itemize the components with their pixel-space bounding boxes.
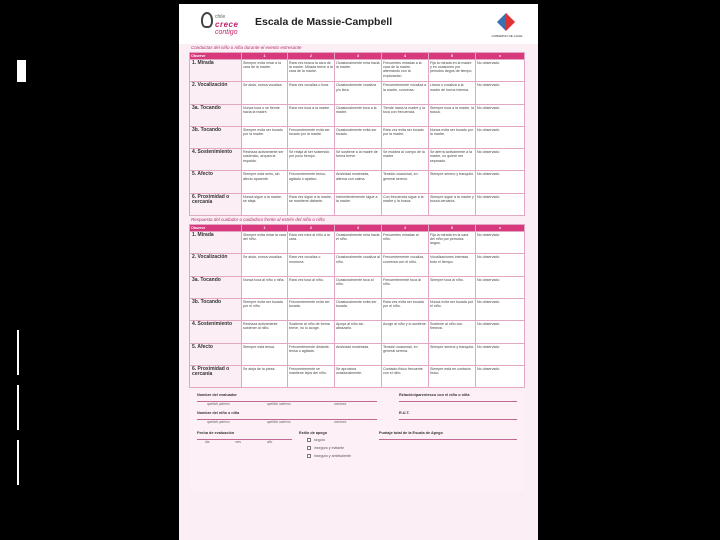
row-label: 5. Afecto: [190, 343, 242, 365]
column-header: 1: [242, 53, 288, 60]
section-2-title: Respuesta del cuidador o cuidadora frente al estrés del niño o niña: [191, 217, 325, 223]
sub-label: día: [205, 440, 210, 445]
score-cell[interactable]: Rara vez vocaliza o llora.: [288, 82, 335, 104]
row-label: 2. Vocalización: [190, 82, 242, 104]
checkbox-ambivalent[interactable]: [307, 454, 311, 458]
score-cell[interactable]: Tensión ocasional, en general sereno.: [382, 171, 429, 193]
column-header: Observe: [190, 225, 242, 232]
score-cell[interactable]: Ocasionalmente vocaliza al niño.: [335, 254, 382, 276]
score-cell[interactable]: Siempre evita ser tocada por el niño.: [242, 298, 288, 320]
option-secure: seguro: [314, 438, 325, 443]
column-header: x: [476, 225, 525, 232]
table-row: [190, 232, 525, 254]
column-header: 3: [335, 225, 382, 232]
score-cell[interactable]: Se aisla, nunca vocaliza.: [242, 254, 288, 276]
score-cell[interactable]: Ocasionalmente evita ser tocado.: [335, 126, 382, 148]
row-label: 5. Afecto: [190, 171, 242, 193]
logo-small-text: chile: [215, 14, 226, 20]
sub-label: nombres: [334, 402, 347, 407]
score-cell[interactable]: Tiende hacia la madre y la toca con frecuencia.: [382, 104, 429, 126]
checkbox-secure[interactable]: [307, 438, 311, 442]
score-cell[interactable]: Intermitentemente sigue a la madre.: [335, 193, 382, 215]
score-cell[interactable]: No observado: [476, 365, 525, 387]
score-cell[interactable]: Siempre serena y tranquila.: [429, 343, 476, 365]
column-header: x: [476, 53, 525, 60]
column-header: 2: [288, 53, 335, 60]
rut-label: R.U.T.: [399, 411, 410, 416]
attachment-type-label: Estilo de apego: [299, 431, 328, 436]
score-cell[interactable]: No observado: [476, 276, 525, 298]
slide-decoration: [17, 440, 19, 485]
option-ambivalent: inseguro y ambivalente: [314, 454, 351, 459]
table-row: [190, 193, 525, 215]
evaluator-label: Nombre del evaluador: [197, 393, 237, 398]
row-label: 4. Sostenimiento: [190, 321, 242, 343]
score-cell[interactable]: No observado: [476, 171, 525, 193]
table-row: [190, 365, 525, 387]
score-cell[interactable]: Frecuentemente se mantiene lejos del niño.: [288, 365, 335, 387]
score-cell[interactable]: No observado: [476, 104, 525, 126]
table-row: [190, 171, 525, 193]
score-cell[interactable]: Se aleja de la pieza.: [242, 365, 288, 387]
rut-line[interactable]: [399, 419, 517, 420]
score-cell[interactable]: Con frecuencia sigue a la madre y la busca.: [382, 193, 429, 215]
score-cell[interactable]: Rara vez evita ser tocada por el niño.: [382, 298, 429, 320]
table-row: [190, 343, 525, 365]
score-cell[interactable]: Nunca toca al niño o niña.: [242, 276, 288, 298]
score-cell[interactable]: Ocasionalmente toca al niño.: [335, 276, 382, 298]
column-header: Observe: [190, 53, 242, 60]
seal-caption: GOBIERNO DE CHILE: [491, 34, 523, 38]
score-cell[interactable]: No observado: [476, 343, 525, 365]
score-cell[interactable]: Llama o vocaliza a la madre de forma intensa.: [429, 82, 476, 104]
row-label: 3a. Tocando: [190, 104, 242, 126]
score-cell[interactable]: Ocasionalmente mira hacia el niño.: [335, 232, 382, 254]
table-row: [190, 82, 525, 104]
score-cell[interactable]: Frecuentemente evita ser tocado por la madre.: [288, 126, 335, 148]
score-cell[interactable]: Rara vez mira al niño a la cara.: [288, 232, 335, 254]
form-footer: [189, 391, 524, 491]
row-label: 6. Proximidad o cercanía: [190, 193, 242, 215]
column-header: 1: [242, 225, 288, 232]
sub-label: apellido paterno: [207, 420, 230, 425]
score-cell[interactable]: Rara vez vocaliza o murmura.: [288, 254, 335, 276]
score-cell[interactable]: Se relaja al ser sostenido por poco tiempo.: [288, 149, 335, 171]
score-cell[interactable]: Rara vez toca al niño.: [288, 276, 335, 298]
row-label: 4. Sostenimiento: [190, 149, 242, 171]
slide-decoration: [17, 330, 19, 375]
section-1-title: Conductas del niño o niña durante el evento estresante: [191, 45, 302, 50]
score-cell[interactable]: No observado: [476, 193, 525, 215]
score-cell[interactable]: Siempre evita mirar la cara del niño.: [242, 232, 288, 254]
form-header: [179, 4, 538, 44]
checkbox-avoidant[interactable]: [307, 446, 311, 450]
score-cell[interactable]: Siempre sigue a la madre y busca cercanía.: [429, 193, 476, 215]
score-cell[interactable]: Frecuentemente distante, tensa o agitada.: [288, 343, 335, 365]
row-label: 1. Mirada: [190, 60, 242, 82]
column-header: 5: [429, 53, 476, 60]
score-cell[interactable]: Ocasionalmente toca a la madre.: [335, 104, 382, 126]
score-cell[interactable]: Nunca evita ser tocada por el niño.: [429, 298, 476, 320]
government-seal: [490, 14, 523, 40]
column-header: 5: [429, 225, 476, 232]
sub-label: nombres: [334, 420, 347, 425]
score-cell[interactable]: Siempre evita mirar a la cara de la madre.: [242, 60, 288, 82]
score-cell[interactable]: No observado: [476, 321, 525, 343]
score-cell[interactable]: Siempre está en contacto físico.: [429, 365, 476, 387]
logo-text-1: crece: [215, 20, 239, 29]
row-label: 2. Vocalización: [190, 254, 242, 276]
slide-decoration: [17, 60, 26, 82]
score-cell[interactable]: Siempre toca a la madre, la busca.: [429, 104, 476, 126]
sub-label: año: [267, 440, 273, 445]
slide-decoration: [17, 385, 19, 430]
score-cell[interactable]: Rara vez sigue a la madre, se mantiene distante.: [288, 193, 335, 215]
score-cell[interactable]: No observado: [476, 126, 525, 148]
row-label: 3b. Tocando: [190, 298, 242, 320]
score-cell[interactable]: Nunca toca o se tiende hacia la madre.: [242, 104, 288, 126]
row-label: 3a. Tocando: [190, 276, 242, 298]
score-cell[interactable]: Rara vez toca a la madre.: [288, 104, 335, 126]
score-cell[interactable]: No observado: [476, 298, 525, 320]
score-cell[interactable]: No observado: [476, 82, 525, 104]
score-cell[interactable]: Rechaza activamente sostener al niño.: [242, 321, 288, 343]
score-cell[interactable]: Frecuentemente vocaliza, conversa con el niño.: [382, 254, 429, 276]
score-cell[interactable]: Frecuentes miradas al niño.: [382, 232, 429, 254]
row-label: 6. Proximidad o cercanía: [190, 365, 242, 387]
row-label: 3b. Tocando: [190, 126, 242, 148]
score-cell[interactable]: Nunca sigue a la madre, se aleja.: [242, 193, 288, 215]
column-header: 3: [335, 53, 382, 60]
scale-form: [179, 4, 538, 540]
score-cell[interactable]: Se aferra activamente a la madre, no quiere ser separado.: [429, 149, 476, 171]
score-cell[interactable]: Ansiedad moderada, alterna con calma.: [335, 171, 382, 193]
seal-icon: [497, 13, 515, 31]
score-cell[interactable]: Sostiene al niño con firmeza.: [429, 321, 476, 343]
score-cell[interactable]: Siempre sereno y tranquilo.: [429, 171, 476, 193]
score-cell[interactable]: Rara vez evita ser tocado por la madre.: [382, 126, 429, 148]
column-header: 2: [288, 225, 335, 232]
table-row: [190, 60, 525, 82]
score-cell[interactable]: Sostiene al niño de forma breve, no lo acoge.: [288, 321, 335, 343]
logo-text-2: contigo: [215, 29, 238, 36]
score-cell[interactable]: Se sostiene a la madre de forma breve.: [335, 149, 382, 171]
score-cell[interactable]: Frecuentemente tenso, agitado o apático.: [288, 171, 335, 193]
score-cell[interactable]: No observado: [476, 254, 525, 276]
column-header: 4: [382, 225, 429, 232]
score-cell[interactable]: No observado: [476, 232, 525, 254]
sub-label: apellido materno: [267, 402, 291, 407]
date-line[interactable]: [197, 439, 292, 440]
logo-mark: [201, 12, 213, 28]
document-title: Escala de Massie-Campbell: [255, 16, 393, 28]
table-row: [190, 126, 525, 148]
table-row: [190, 149, 525, 171]
score-cell[interactable]: Fija la mirada en la madre y en ocasiones por periodos largos de tiempo.: [429, 60, 476, 82]
score-cell[interactable]: Rechaza activamente ser sostenido, arquea la espalda.: [242, 149, 288, 171]
sub-label: apellido materno: [267, 420, 291, 425]
caregiver-response-table: [189, 224, 525, 388]
score-cell[interactable]: Acoge al niño y lo sostiene.: [382, 321, 429, 343]
table-row: [190, 321, 525, 343]
score-cell[interactable]: Siempre toca al niño.: [429, 276, 476, 298]
table-row: [190, 276, 525, 298]
score-cell[interactable]: Ocasionalmente mira hacia la madre.: [335, 60, 382, 82]
score-cell[interactable]: No observado: [476, 60, 525, 82]
score-cell[interactable]: Contacto físico frecuente con el niño.: [382, 365, 429, 387]
child-behavior-table: [189, 52, 525, 216]
total-score-line[interactable]: [379, 439, 517, 440]
row-label: 1. Mirada: [190, 232, 242, 254]
score-cell[interactable]: Ocasionalmente evita ser tocada.: [335, 298, 382, 320]
child-name-label: Nombre del niño o niña: [197, 411, 240, 416]
crece-contigo-logo: [201, 12, 245, 38]
score-cell[interactable]: Nunca evita ser tocado por la madre.: [429, 126, 476, 148]
table-row: [190, 254, 525, 276]
option-avoidant: inseguro y evitante: [314, 446, 345, 451]
sub-label: mes: [235, 440, 242, 445]
score-cell[interactable]: Frecuentemente toca al niño.: [382, 276, 429, 298]
table-row: [190, 298, 525, 320]
column-header: 4: [382, 53, 429, 60]
score-cell[interactable]: Siempre está tensa.: [242, 343, 288, 365]
total-score-label: Puntaje total de la Escala de Apego: [379, 431, 443, 436]
score-cell[interactable]: Ansiedad moderada.: [335, 343, 382, 365]
score-cell[interactable]: Se moldea al cuerpo de la madre.: [382, 149, 429, 171]
score-cell[interactable]: Ocasionalmente vocaliza y/o llora.: [335, 82, 382, 104]
relation-line[interactable]: [399, 401, 517, 402]
score-cell[interactable]: Siempre evita ser tocado por la madre.: [242, 126, 288, 148]
score-cell[interactable]: Vocalizaciones intensas todo el tiempo.: [429, 254, 476, 276]
score-cell[interactable]: Rara vez busca la cara de la madre. Mirada breve a la cara de la madre.: [288, 60, 335, 82]
score-cell[interactable]: Fija la mirada en la cara del niño por periodos largos.: [429, 232, 476, 254]
score-cell[interactable]: Apoya al niño sin abrazarlo.: [335, 321, 382, 343]
sub-label: apellido paterno: [207, 402, 230, 407]
score-cell[interactable]: Tensión ocasional, en general serena.: [382, 343, 429, 365]
score-cell[interactable]: Frecuentes miradas a la cara de la madre, alternando con la exploración.: [382, 60, 429, 82]
relation-label: Relación/parentesco con el niño o niña: [399, 393, 470, 398]
score-cell[interactable]: Siempre está serio, sin afecto aparente.: [242, 171, 288, 193]
score-cell[interactable]: Se aisla, nunca vocaliza.: [242, 82, 288, 104]
score-cell[interactable]: Se aproxima ocasionalmente.: [335, 365, 382, 387]
score-cell[interactable]: Frecuentemente evita ser tocada.: [288, 298, 335, 320]
score-cell[interactable]: No observado: [476, 149, 525, 171]
date-label: Fecha de evaluación: [197, 431, 235, 436]
score-cell[interactable]: Frecuentemente vocaliza a la madre, conversa.: [382, 82, 429, 104]
table-row: [190, 104, 525, 126]
